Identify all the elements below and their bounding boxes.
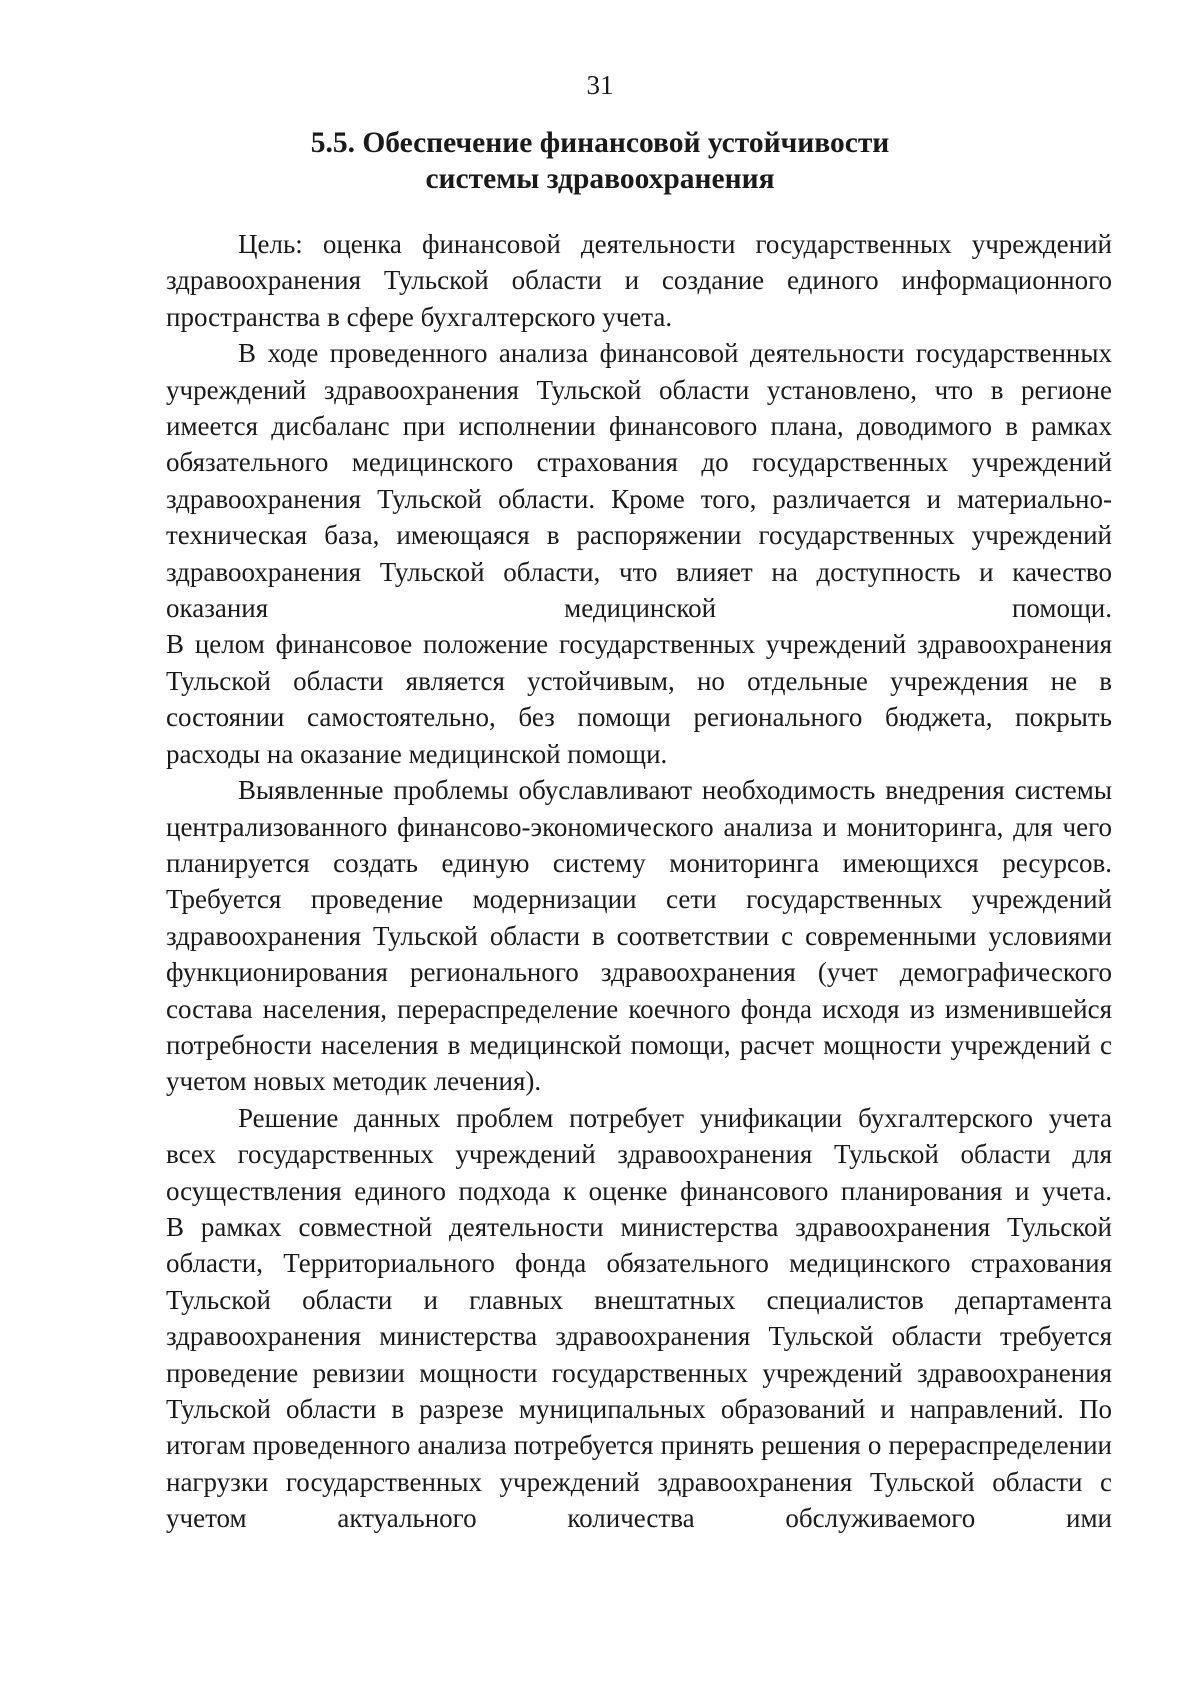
body-text <box>166 226 1112 1537</box>
paragraph-problems: Выявленные проблемы обуславливают необходимость внедрения системы централизованного финансово-экономического анализа и мониторинга, для чего планируется создать единую систему мониторинга имеющихся ресурсов. Требуется проведение модернизации сети государственных учреждений здравоохранения Тульской области в соответствии с современными условиями функционирования регионального здравоохранения (учет демографического состава населения, перераспределение коечного фонда исходя из изменившейся потребности населения в медицинской помощи, расчет мощности учреждений с учетом новых методик лечения). <box>166 775 1112 1097</box>
paragraph-solution: Решение данных проблем потребует унификации бухгалтерского учета всех государственных учреждений здравоохранения Тульской области для осуществления единого подхода к оценке финансового планирования и учета. <box>166 1102 1112 1206</box>
section-title-line-1: 5.5. Обеспечение финансовой устойчивости <box>310 127 890 159</box>
page-number: 31 <box>586 70 614 100</box>
section-title-line-2: системы здравоохранения <box>425 163 775 195</box>
section-title <box>0 125 1200 197</box>
paragraph-financial-position: В целом финансовое положение государственных учреждений здравоохранения Тульской области является устойчивым, но отдельные учреждения не в состоянии самостоятельно, без помощи регионального бюджета, покрыть расходы на оказание медицинской помощи. <box>166 629 1112 769</box>
paragraph-joint-activity: В рамках совместной деятельности министерства здравоохранения Тульской области, Территориального фонда обязательного медицинского страхования Тульской области и главных внештатных специалистов департамента здравоохранения министерства здравоохранения Тульской области требуется проведение ревизии мощности государственных учреждений здравоохранения Тульской области в разрезе муниципальных образований и направлений. По итогам проведенного анализа потребуется принять решения о перераспределении нагрузки государственных учреждений здравоохранения Тульской области с учетом актуального количества обслуживаемого ими <box>166 1211 1112 1534</box>
paragraph-analysis: В ходе проведенного анализа финансовой деятельности государственных учреждений здравоохранения Тульской области установлено, что в регионе имеется дисбаланс при исполнении финансового плана, доводимого в рамках обязательного медицинского страхования до государственных учреждений здравоохранения Тульской области. Кроме того, различается и материально-техническая база, имеющаяся в распоряжении государственных учреждений здравоохранения Тульской области, что влияет на доступность и качество оказания медицинской помощи. <box>166 338 1112 624</box>
paragraph-goal: Цель: оценка финансовой деятельности государственных учреждений здравоохранения Тульской области и создание единого информационного пространства в сфере бухгалтерского учета. <box>166 229 1112 332</box>
